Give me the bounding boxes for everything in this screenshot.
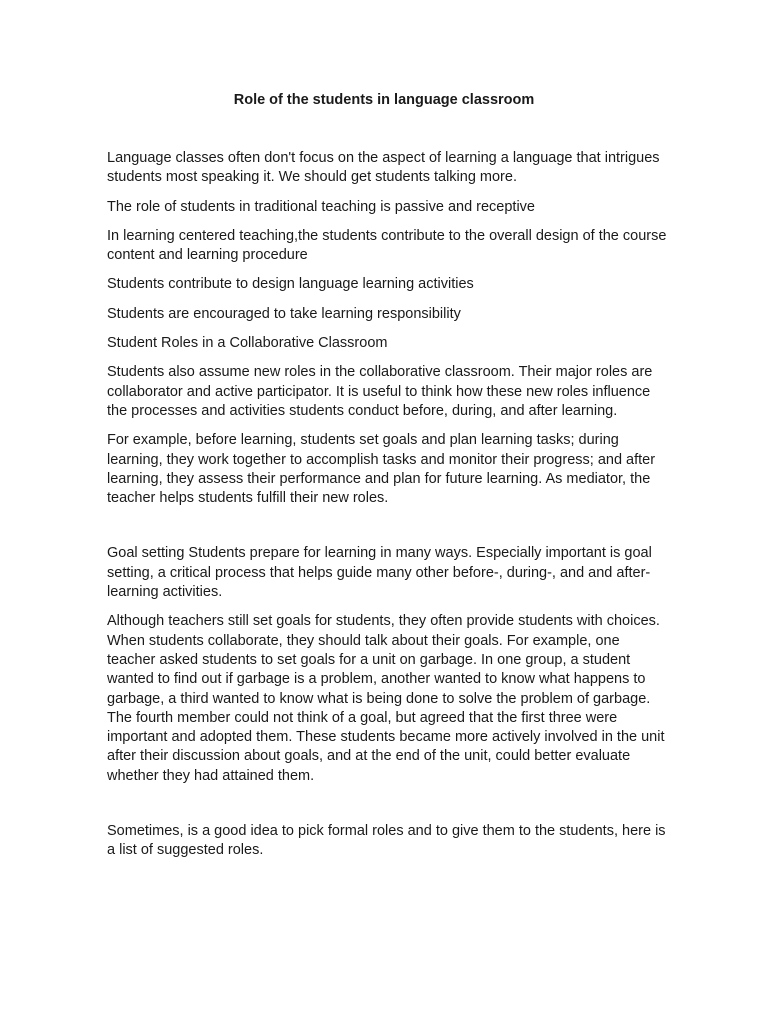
paragraph-traditional-role: The role of students in traditional teaching is passive and receptive <box>107 198 535 215</box>
paragraph-formal-roles: Sometimes, is a good idea to pick formal roles and to give them to the students, here is a list of suggested roles. <box>107 823 666 859</box>
section-heading-collaborative-roles: Student Roles in a Collaborative Classroom <box>107 335 388 352</box>
paragraph-responsibility: Students are encouraged to take learning responsibility <box>107 305 461 322</box>
paragraph-new-roles: Students also assume new roles in the collaborative classroom. Their major roles are collaborator and active participator. It is useful to think how these new roles influence the processes and activities students conduct before, during, and after learning. <box>107 364 653 419</box>
paragraph-garbage-example: Although teachers still set goals for students, they often provide students with choices. When students collaborate, they should talk about their goals. For example, one teacher asked students to set goals for a unit on garbage. In one group, a student wanted to find out if garbage is a problem, another wanted to know what happens to garbage, a third wanted to know what is being done to solve the problem of garbage. The fourth member could not think of a goal, but agreed that the first three were important and adopted them. These students became more actively involved in the unit after their discussion about goals, and at the end of the unit, could better evaluate whether they had attained them. <box>107 613 665 784</box>
paragraph-goal-setting: Goal setting Students prepare for learning in many ways. Especially important is goal setting, a critical process that helps guide many other before-, during-, and and after-learning activities. <box>107 545 652 601</box>
paragraph-example: For example, before learning, students set goals and plan learning tasks; during learning, they work together to accomplish tasks and monitor their progress; and after learning, they assess their performance and plan for future learning. As mediator, the teacher helps students fulfill their new roles. <box>107 432 656 507</box>
paragraph-intro: Language classes often don't focus on the aspect of learning a language that intrigues students most speaking it. We should get students talking more. <box>107 150 660 186</box>
paragraph-learning-centered: In learning centered teaching,the students contribute to the overall design of the course content and learning procedure <box>107 227 667 264</box>
document-title: Role of the students in language classroom <box>233 92 535 108</box>
paragraph-design-activities: Students contribute to design language learning activities <box>107 276 474 293</box>
document-body <box>107 149 667 871</box>
